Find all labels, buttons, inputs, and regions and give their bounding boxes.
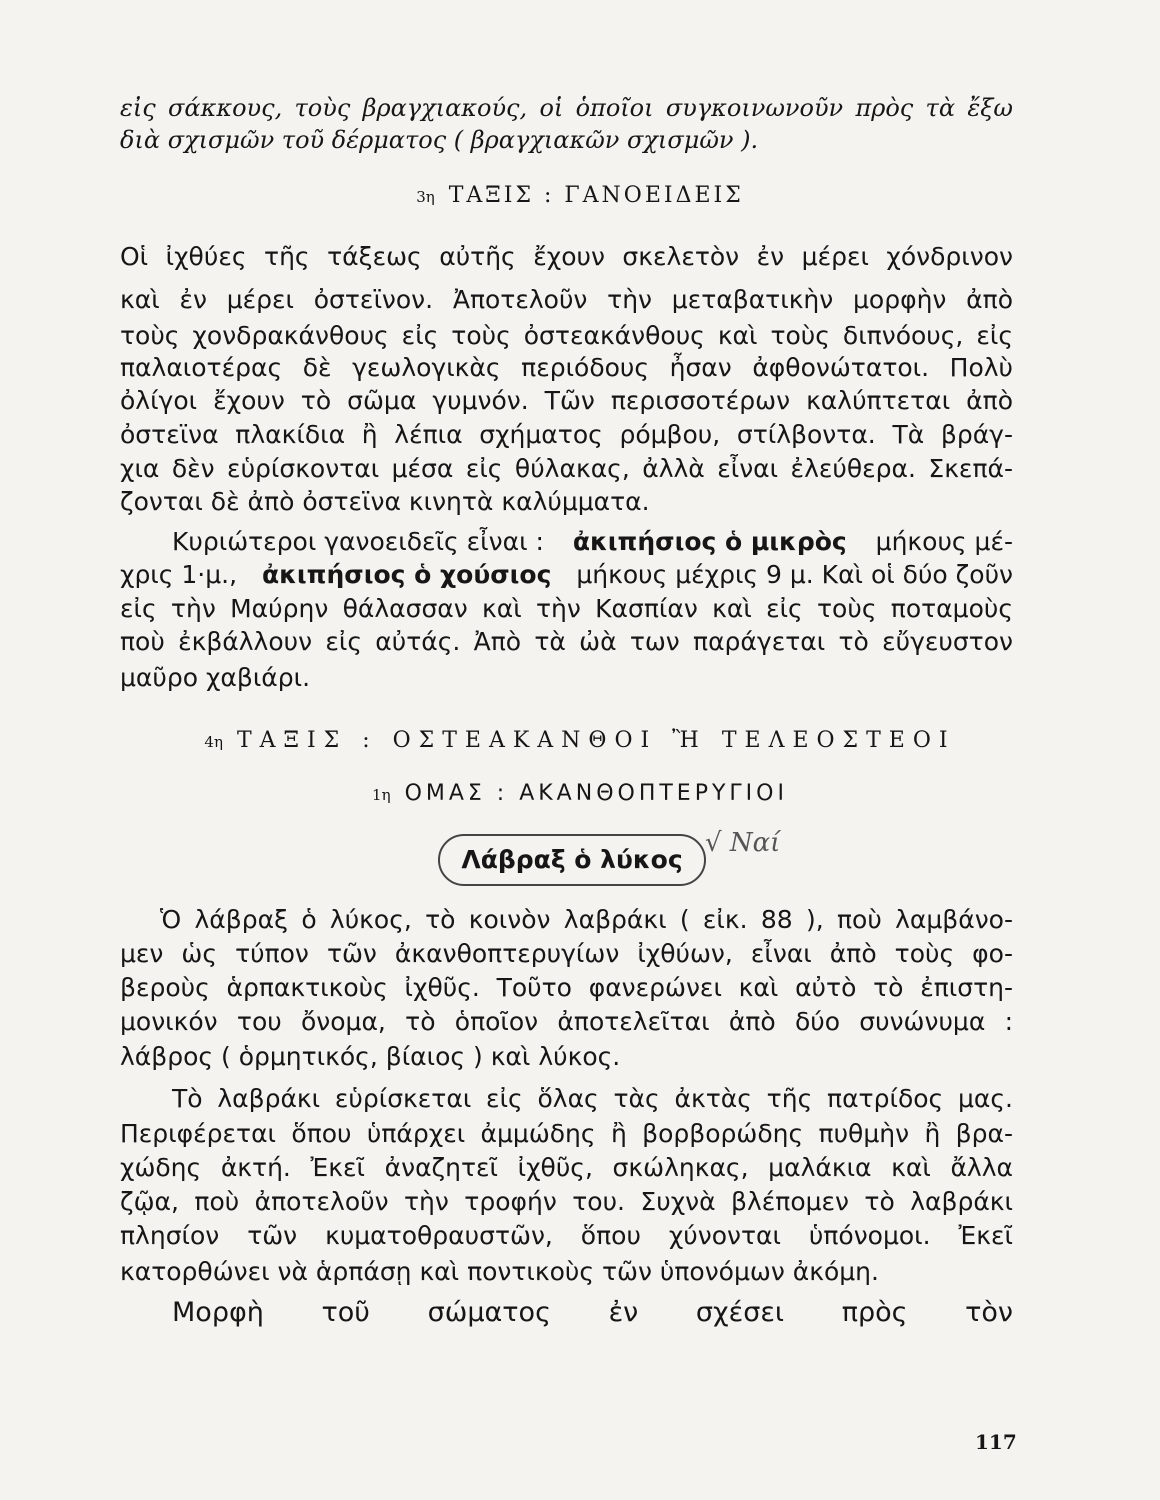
text-fragment: μήκους μέχρις 9 μ. Καὶ οἱ δύο ζοῦν [576,560,1013,589]
heading-taxis-4 [0,728,1160,753]
text-line: ὀστεϊνα πλακίδια ἢ λέπια σχήματος ρόμβου, στίλβοντα. Τὰ βράγ- [120,420,1013,449]
text-line: μονικόν του ὄνομα, τὸ ὁποῖον ἀποτελεῖται ἀπὸ δύο συνώνυμα : [120,1007,1013,1036]
text-fragment: Κυριώτεροι γανοειδεῖς εἶναι : [172,527,544,556]
heading-omas-1-label: ΟΜΑΣ : ΑΚΑΝΘΟΠΤΕΡΥΓΙΟΙ [404,781,788,806]
text-line: εἰς τὴν Μαύρην θάλασσαν καὶ τὴν Κασπίαν καὶ εἰς τοὺς ποταμοὺς [120,594,1013,623]
text-line: Ὁ λάβραξ ὁ λύκος, τὸ κοινὸν λαβράκι ( εἰκ. 88 ), ποὺ λαμβάνο- [160,905,1013,934]
heading-taxis-4-label: ΤΑΞΙΣ : ΟΣΤΕΑΚΑΝΘΟΙ Ἢ ΤΕΛΕΟΣΤΕΟΙ [236,728,956,753]
text-line: Οἱ ἰχθύες τῆς τάξεως αὐτῆς ἔχουν σκελετὸν ἐν μέρει χόνδρινον [120,242,1013,271]
intro-line-2: διὰ σχισμῶν τοῦ δέρματος ( βραγχιακῶν σχισμῶν ). [120,126,759,154]
text-line: κατορθώνει νὰ ἁρπάσῃ καὶ ποντικοὺς τῶν ὑπονόμων ἀκόμη. [120,1257,879,1286]
species-name-beluga: ἀκιπήσιος ὁ χούσιος [261,560,552,589]
text-line-species [120,558,1013,591]
text-line: καὶ ἐν μέρει ὀστεϊνον. Ἀποτελοῦν τὴν μεταβατικὴν μορφὴν ἀπὸ [120,285,1013,314]
species-name-small-sturgeon: ἀκιπήσιος ὁ μικρὸς [572,527,847,556]
text-line: ὀλίγοι ἔχουν τὸ σῶμα γυμνόν. Τῶν περισσοτέρων καλύπτεται ἀπὸ [120,386,1013,415]
handwritten-note: √ Ναί [705,828,781,858]
text-line-spaced: Μορφὴ τοῦ σώματος ἐν σχέσει πρὸς τὸν [172,1297,1013,1328]
text-line: μεν ὡς τύπον τῶν ἀκανθοπτερυγίων ἰχθύων, εἶναι ἀπὸ τοὺς φο- [120,939,1013,968]
text-line: ζῷα, ποὺ ἀποτελοῦν τὴν τροφήν του. Συχνὰ βλέπομεν τὸ λαβράκι [120,1187,1013,1216]
heading-omas-1-ordinal: 1η [372,786,391,804]
text-line: παλαιοτέρας δὲ γεωλογικὰς περιόδους ἦσαν ἀφθονώτατοι. Πολὺ [120,353,1013,382]
species-title: Λάβραξ ὁ λύκος [438,834,706,886]
heading-taxis-3-ordinal: 3η [416,188,435,206]
text-line: χια δὲν εὑρίσκονται μέσα εἰς θύλακας, ἀλλὰ εἶναι ἐλεύθερα. Σκεπά- [120,454,1013,483]
heading-omas-1 [0,781,1160,806]
heading-taxis-3-label: ΤΑΞΙΣ : ΓΑΝΟΕΙΔΕΙΣ [448,183,744,208]
text-line-species [172,525,1013,558]
page-number: 117 [975,1430,1017,1454]
heading-taxis-3 [0,183,1160,208]
text-line: Περιφέρεται ὅπου ὑπάρχει ἀμμώδης ἢ βορβορώδης πυθμὴν ἢ βρα- [120,1119,1013,1148]
text-line: τοὺς χονδρακάνθους εἰς τοὺς ὀστεακάνθους καὶ τοὺς διπνόους, εἰς [120,321,1013,350]
heading-taxis-4-ordinal: 4η [204,733,223,751]
text-line: ποὺ ἐκβάλλουν εἰς αὐτάς. Ἀπὸ τὰ ὠὰ των παράγεται τὸ εὔγευστον [120,627,1013,656]
text-line: Τὸ λαβράκι εὑρίσκεται εἰς ὅλας τὰς ἀκτὰς τῆς πατρίδος μας. [172,1084,1013,1113]
text-line: ζονται δὲ ἀπὸ ὀστεϊνα κινητὰ καλύμματα. [120,487,650,516]
text-line: χώδης ἀκτή. Ἐκεῖ ἀναζητεῖ ἰχθῦς, σκώληκας, μαλάκια καὶ ἄλλα [120,1153,1013,1182]
text-line: λάβρος ( ὁρμητικός, βίαιος ) καὶ λύκος. [120,1042,621,1071]
text-fragment: χρις 1·μ., [120,560,238,589]
text-line: βεροὺς ἁρπακτικοὺς ἰχθῦς. Τοῦτο φανερώνει καὶ αὐτὸ τὸ ἐπιστη- [120,973,1013,1002]
text-line: μαῦρο χαβιάρι. [120,663,311,692]
intro-line-1: εἰς σάκκους, τοὺς βραγχιακούς, οἱ ὁποῖοι συγκοινωνοῦν πρὸς τὰ ἔξω [120,94,1013,122]
text-fragment: μήκους μέ- [875,527,1013,556]
text-line: πλησίον τῶν κυματοθραυστῶν, ὅπου χύνονται ὑπόνομοι. Ἐκεῖ [120,1221,1013,1250]
